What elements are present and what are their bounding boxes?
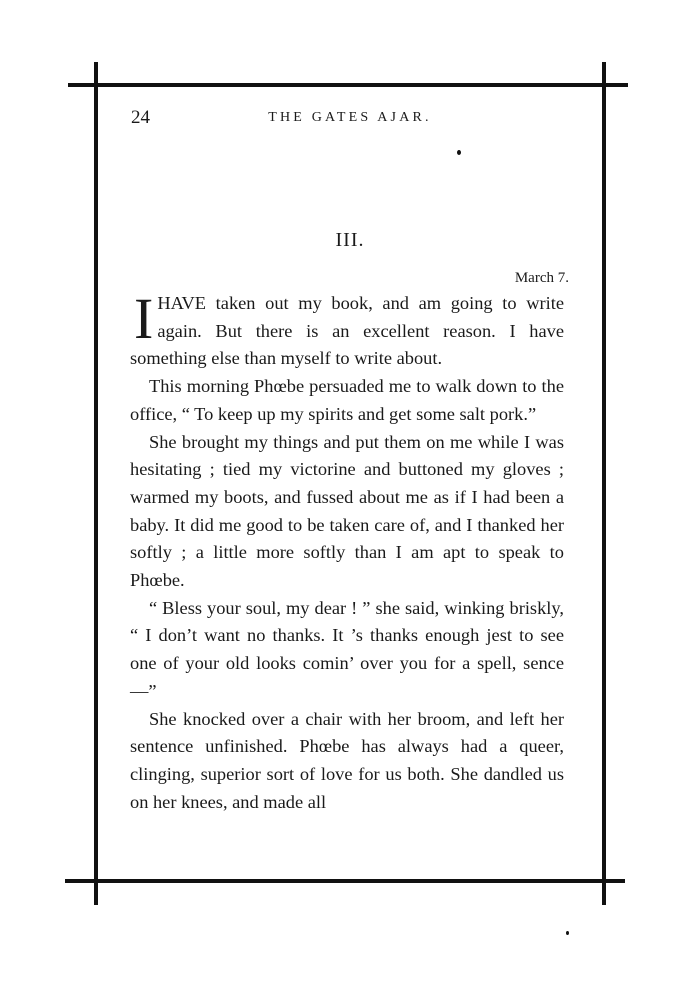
frame-bottom-rule — [65, 879, 625, 883]
paragraph: She brought my things and put them on me while I was hesitating ; tied my victorine and buttoned my gloves ; warmed my boots, and fussed about me as if I had been a baby. It did me good to be taken care of, and I thanked her softly ; a little more softly than I am apt to speak to Phœbe. — [130, 431, 564, 591]
paragraph-text: HAVE taken out my book, and am going to write again. But there is an excellent reason. I have something else than myself to write about. — [130, 293, 564, 369]
chapter-number: III. — [335, 229, 365, 251]
paragraph: She knocked over a chair with her broom, and left her sentence unfinished. Phœbe has always had a queer, clinging, superior sort of love for us both. She dandled us on her knees, and made all — [130, 708, 564, 812]
paragraph — [130, 286, 564, 373]
page-number: 24 — [131, 107, 150, 128]
chapter-date: March 7. — [514, 270, 569, 286]
paragraph: “ Bless your soul, my dear ! ” she said, winking briskly, “ I don’t want no thanks. It ’s thanks enough jest to see one of your old looks comin’ over you for a spell, sence —” — [130, 597, 564, 701]
frame-top-rule — [68, 83, 628, 87]
body-text — [130, 286, 564, 816]
frame-right-rule — [602, 62, 606, 905]
drop-cap: I — [134, 286, 154, 351]
paragraph: This morning Phœbe persuaded me to walk down to the office, “ To keep up my spirits and get some salt pork.” — [130, 376, 564, 424]
frame-left-rule — [94, 62, 98, 905]
running-title: THE GATES AJAR. — [268, 110, 432, 125]
ink-speck — [566, 931, 569, 935]
ink-speck — [457, 150, 461, 155]
